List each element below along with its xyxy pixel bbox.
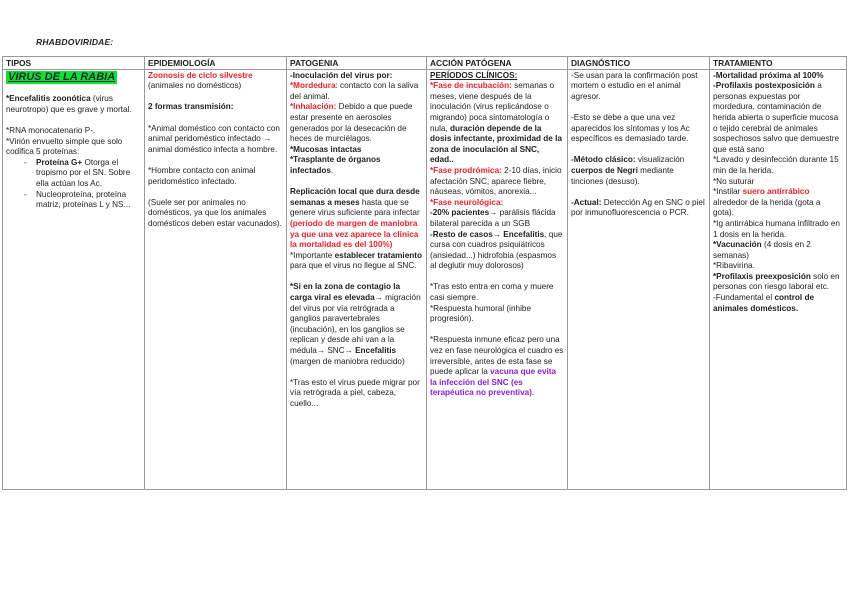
trat-postexposicion: -Profilaxis postexposición a personas expuestas por mordedura, contaminación de herida abierta o superficie mucosa o tejido cerebral de animales sospechosos salvo que demuestre que está sano [713,81,840,154]
trat-ig: *Ig antirrábica humana infiltrado en 1 dosis en la herida. [713,218,840,239]
trat-mortalidad: -Mortalidad próxima al 100% [713,70,824,80]
epi-forma-1: *Animal doméstico con contacto con animal peridoméstico infectado → animal doméstico infecta a hombre. [148,123,280,154]
epi-zoonosis: Zoonosis de ciclo silvestre (animales no domésticos) [148,70,253,91]
tipos-encefalitis: *Encefalitis zoonótica (virus neurotropo) que es grave y mortal. [6,94,132,114]
epi-forma-2: *Hombre contacto con animal peridoméstico infectado. [148,165,256,186]
pat-inoculacion: -Inoculación del virus por: [290,70,393,80]
pat-carga-viral: *Si en la zona de contagio la carga viral es elevada→ migración del virus por vía retrógrada a ganglios paravertebrales (incubación), en los ganglios se replican y desde ahí van a la médula→ SNC→ Encefalitis (margen de maniobra reducido) [290,282,421,366]
pat-migracion: *Tras esto el virus puede migrar por vía retrógrada a piel, cabeza, cuello... [290,377,420,408]
cell-accion-patogena [427,69,568,489]
list-item: - Nucleoproteína, proteína matriz, proteínas L y NS... [6,190,141,211]
rhabdoviridae-table [2,56,847,490]
header-accion-patogena: ACCIÓN PATÓGENA [427,57,568,70]
pat-mucosas: *Mucosas intactas [290,144,362,154]
epi-formas: 2 formas transmisión: [148,102,234,112]
fase-prodromica: *Fase prodrómica: 2-10 días, inicio afectación SNC, aparece fiebre, náuseas, vómitos, anorexia... [430,165,562,197]
cell-epidemiologia [145,69,287,489]
header-epidemiologia: EPIDEMIOLOGÍA [145,57,287,70]
trat-lavado: *Lavado y desinfección durante 15 min de la herida. [713,155,839,175]
coma-text: *Tras esto entra en coma y muere casi siempre. [430,282,554,303]
pat-trasplante: *Trasplante de órganos infectados. [290,155,381,175]
fase-incubacion: *Fase de incubación: semanas o meses, viene después de la inoculación (virus replicándose o migrando) poca sintomatología o nula, duración depende de la dosis infectante, proximidad de la zona de inoculación al SNC, edad.. [430,81,562,165]
header-tipos: TIPOS [3,57,145,70]
document-title: RHABDOVIRIDAE: [36,37,114,47]
fase-neurologica: *Fase neurológica: [430,197,504,207]
header-diagnostico: DIAGNÓSTICO [568,57,710,70]
fase-neuro-paralisis: -20% pacientes→ parálisis flácida bilateral parecida a un SGB [430,208,556,228]
pat-mordedura: *Mordedura: contacto con la saliva del animal. [290,81,419,101]
diag-confirmacion: -Se usan para la confirmación post mortem o estudio en el animal agresor. [571,70,698,101]
virus-name-highlight: VIRUS DE LA RABIA [8,70,116,83]
tipos-rna: *RNA monocatenario P-. [6,125,96,135]
trat-ribavirina: *Ribavirina. [713,261,755,271]
diag-metodo-clasico: -Método clásico: visualización cuerpos de Negri mediante tinciones (desuso). [571,155,685,186]
cell-diagnostico [568,69,710,489]
protein-list [6,158,141,211]
trat-control: -Fundamental el control de animales domésticos. [713,293,815,313]
pat-replicacion: Replicación local que dura desde semanas a meses hasta que se genere virus suficiente para infectar (periodo de margen de maniobra ya que una vez aparece la clínica la mortalidad es del 100%) [290,187,420,250]
cell-tipos [3,69,145,489]
pat-importante: *Importante establecer tratamiento para que el virus no llegue al SNC. [290,250,422,271]
cell-tratamiento [710,69,847,489]
fase-neuro-encefalitis: -Resto de casos→ Encefalitis, que cursa con cuadros psiquiátricos (ansiedad...) hidrofobia (espasmos al deglutir muy dolorosos) [430,229,563,271]
epi-nota: (Suele ser por animales no domésticos, ya que los animales domésticos deben estar vacunados). [148,197,282,228]
diag-actual: -Actual: Detección Ag en SNC o piel por inmunofluorescencia o PCR. [571,197,705,218]
header-tratamiento: TRATAMIENTO [710,57,847,70]
trat-suero: *Instilar suero antirrábico alrededor de la herida (gota a gota). [713,187,821,218]
respuesta-humoral: *Respuesta humoral (inhibe progresión). [430,303,532,324]
header-patogenia: PATOGENIA [287,57,427,70]
trat-vacunacion: *Vacunación (4 dosis en 2 semanas) [713,240,811,260]
respuesta-inmune: *Respuesta inmune eficaz pero una vez en fase neurológica el cuadro es irreversible, antes de esta fase se puede aplicar la vacuna que evita la infección del SNC (es terapéutica no preventiva). [430,335,564,398]
tipos-virion: *Virión envuelto simple que solo codifica 5 proteínas: [6,136,123,157]
header-row [3,57,847,70]
trat-preexposicion: *Profilaxis preexposición solo en personas con riesgo laboral etc. [713,271,840,292]
list-item: - Proteína G+ Otorga el tropismo por el SN. Sobre ella actúan los Ac. [6,158,141,190]
trat-no-suturar: *No suturar [713,176,755,186]
periodos-clinicos-heading: PERÍODOS CLÍNICOS: [430,70,518,80]
pat-inhalacion: *Inhalación: Debido a que puede estar presente en aerosoles generados por la desecación de heces de murciélagos. [290,102,413,144]
diag-tarde: -Esto se debe a que una vez aparecidos los síntomas y los Ac específicos es demasiado tarde. [571,112,690,144]
cell-patogenia [287,69,427,489]
content-row [3,69,847,489]
